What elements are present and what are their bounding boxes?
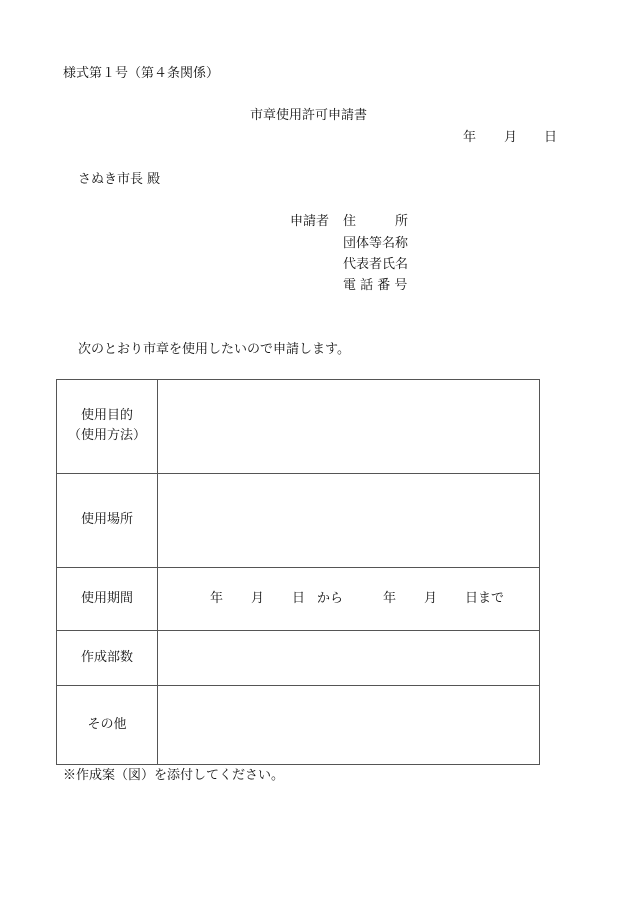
row-label-other: その他 <box>87 717 127 732</box>
form-number: 様式第１号（第４条関係） <box>63 66 220 81</box>
date-month: 月 <box>504 130 518 145</box>
applicant-phone: 電 話 番 号 <box>343 278 408 293</box>
addressee: さぬき市長 殿 <box>78 172 161 187</box>
document-title: 市章使用許可申請書 <box>250 108 368 123</box>
period-to-year: 年 <box>383 591 397 606</box>
application-table <box>56 379 540 765</box>
row-divider <box>57 630 539 631</box>
applicant-label: 申請者 <box>290 214 330 229</box>
purpose-label: 使用目的 <box>80 408 133 423</box>
row-divider <box>57 473 539 474</box>
intro-text: 次のとおり市章を使用したいので申請します。 <box>78 342 350 357</box>
row-divider <box>57 685 539 686</box>
row-label-period: 使用期間 <box>80 591 133 606</box>
attachment-note: ※作成案（図）を添付してください。 <box>63 768 285 783</box>
period-to-day: 日まで <box>465 591 505 606</box>
row-divider <box>57 567 539 568</box>
applicant-organization: 団体等名称 <box>343 236 409 251</box>
period-to-month: 月 <box>424 591 438 606</box>
row-label-purpose <box>57 406 157 446</box>
applicant-representative: 代表者氏名 <box>343 257 409 272</box>
date-day: 日 <box>544 130 558 145</box>
period-from-month: 月 <box>251 591 265 606</box>
period-from-year: 年 <box>210 591 224 606</box>
applicant-address: 住 所 <box>343 214 409 229</box>
row-label-location: 使用場所 <box>80 512 133 527</box>
row-label-copies: 作成部数 <box>80 650 133 665</box>
purpose-method-label: （使用方法） <box>67 428 146 443</box>
column-divider <box>157 380 158 764</box>
date-year: 年 <box>463 130 477 145</box>
period-from-day: 日 <box>292 591 306 606</box>
period-from-text: から <box>317 591 344 606</box>
